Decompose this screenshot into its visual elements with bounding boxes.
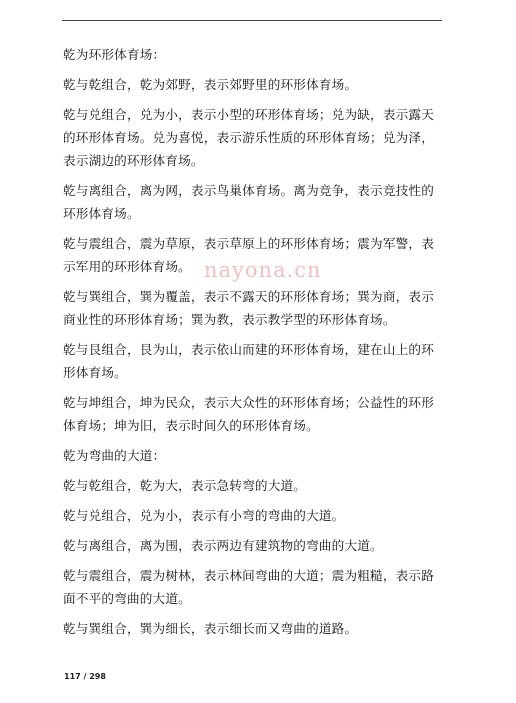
watermark: nayona.cn <box>204 258 322 282</box>
paragraph: 乾与离组合，离为围，表示两边有建筑物的弯曲的大道。 <box>63 538 383 553</box>
paragraph-heading-road: 乾为弯曲的大道： <box>63 448 166 463</box>
paragraph: 乾与兑组合，兑为小，表示小型的环形体育场；兑为缺，表示露天的环形体育场。兑为喜悦，表示游乐性质的环形体育场；兑为泽，表示湖边的环形体育场。 <box>63 107 435 168</box>
paragraph: 乾与震组合，震为树林，表示林间弯曲的大道；震为粗糙，表示路面不平的弯曲的大道。 <box>63 568 435 606</box>
paragraph: 乾与离组合，离为网，表示鸟巢体育场。离为竞争，表示竞技性的环形体育场。 <box>63 183 435 221</box>
paragraph-heading-stadium: 乾为环形体育场： <box>63 47 166 62</box>
paragraph: 乾与艮组合，艮为山，表示依山而建的环形体育场，建在山上的环形体育场。 <box>63 342 435 380</box>
paragraph: 乾与坤组合，坤为民众，表示大众性的环形体育场；公益性的环形体育场；坤为旧，表示时间久的环形体育场。 <box>63 395 435 433</box>
paragraph: 乾与兑组合，兑为小，表示有小弯的弯曲的大道。 <box>63 508 345 523</box>
header-rule <box>62 20 442 21</box>
paragraph: 乾与巽组合，巽为细长，表示细长而又弯曲的道路。 <box>63 621 358 636</box>
page-number: 117 / 298 <box>64 672 106 681</box>
paragraph: 乾与乾组合，乾为大，表示急转弯的大道。 <box>63 478 307 493</box>
paragraph: 乾与震组合，震为草原，表示草原上的环形体育场；震为军警，表示军用的环形体育场。 <box>63 236 435 274</box>
document-body <box>63 43 445 647</box>
paragraph: 乾与乾组合，乾为郊野，表示郊野里的环形体育场。 <box>63 77 358 92</box>
paragraph: 乾与巽组合，巽为覆盖，表示不露天的环形体育场；巽为商，表示商业性的环形体育场；巽为教，表示教学型的环形体育场。 <box>63 289 435 327</box>
